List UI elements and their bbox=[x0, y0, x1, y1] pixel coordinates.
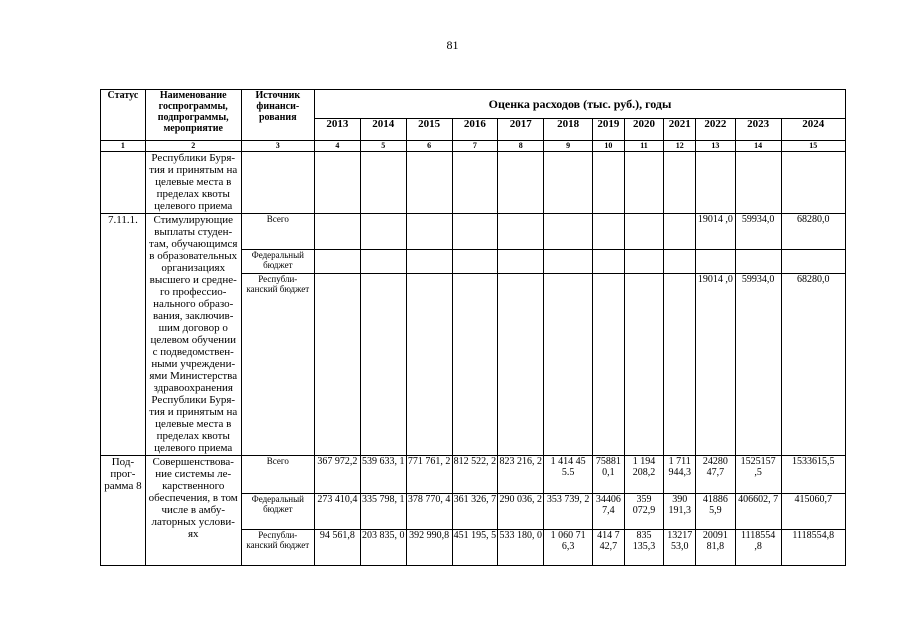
value-cell: 771 761, 2 bbox=[406, 456, 452, 494]
value-cell: 41886 5,9 bbox=[695, 494, 735, 530]
column-number: 14 bbox=[735, 141, 781, 152]
budget-table bbox=[100, 89, 846, 566]
value-cell: 59934,0 bbox=[735, 274, 781, 456]
value-cell bbox=[544, 274, 593, 456]
value-cell bbox=[452, 250, 498, 274]
value-cell bbox=[406, 274, 452, 456]
value-cell: 359 072,9 bbox=[624, 494, 664, 530]
value-cell: 59934,0 bbox=[735, 214, 781, 250]
value-cell bbox=[735, 250, 781, 274]
column-number: 8 bbox=[498, 141, 544, 152]
value-cell: 1 711 944,3 bbox=[664, 456, 696, 494]
value-cell bbox=[498, 250, 544, 274]
source-cell: Всего bbox=[241, 214, 314, 250]
year-cell: 2016 bbox=[452, 119, 498, 141]
value-cell: 34406 7,4 bbox=[593, 494, 625, 530]
value-cell bbox=[624, 274, 664, 456]
name-cell: Совершенствова- ние системы ле- карственного обеспечения, в том числе в амбу- латорных услови- ях bbox=[145, 456, 241, 566]
value-cell: 414 7 42,7 bbox=[593, 530, 625, 566]
name-cell: Стимулирующие выплаты студен- там, обучающимся в образовательных организациях высшего и средне- го профессио- нального образо- вания, заключив- шим договор о целевом обучении с подведомствен- ными учреждени- ями Министерства здравоохранения Республики Буря- тия и принятым на целевые места в пределах квоты целевого приема bbox=[145, 214, 241, 456]
value-cell bbox=[314, 214, 360, 250]
value-cell: 406602, 7 bbox=[735, 494, 781, 530]
value-cell: 20091 81,8 bbox=[695, 530, 735, 566]
source-cell: Федеральный бюджет bbox=[241, 494, 314, 530]
value-cell: 1118554,8 bbox=[781, 530, 845, 566]
column-number: 7 bbox=[452, 141, 498, 152]
value-cell: 203 835, 0 bbox=[360, 530, 406, 566]
value-cell bbox=[452, 214, 498, 250]
value-cell: 367 972,2 bbox=[314, 456, 360, 494]
year-cell: 2021 bbox=[664, 119, 696, 141]
value-cell bbox=[664, 250, 696, 274]
source-cell: Республи- канский бюджет bbox=[241, 530, 314, 566]
year-cell: 2023 bbox=[735, 119, 781, 141]
source-cell bbox=[241, 152, 314, 214]
year-cell: 2022 bbox=[695, 119, 735, 141]
status-cell bbox=[101, 152, 146, 214]
year-cell: 2020 bbox=[624, 119, 664, 141]
value-cell bbox=[360, 214, 406, 250]
value-cell: 353 739, 2 bbox=[544, 494, 593, 530]
value-cell: 335 798, 1 bbox=[360, 494, 406, 530]
value-cell bbox=[406, 250, 452, 274]
value-cell bbox=[593, 250, 625, 274]
header-status: Статус bbox=[101, 90, 146, 141]
value-cell: 451 195, 5 bbox=[452, 530, 498, 566]
value-cell bbox=[406, 152, 452, 214]
value-cell bbox=[624, 152, 664, 214]
value-cell: 273 410,4 bbox=[314, 494, 360, 530]
value-cell bbox=[360, 274, 406, 456]
column-numbers-row bbox=[101, 141, 846, 152]
value-cell: 539 633, 1 bbox=[360, 456, 406, 494]
value-cell bbox=[781, 250, 845, 274]
name-cell: Республики Буря- тия и принятым на целевые места в пределах квоты целевого приема bbox=[145, 152, 241, 214]
header-source: Источник финанси- рования bbox=[241, 90, 314, 141]
status-cell: 7.11.1. bbox=[101, 214, 146, 456]
header-row bbox=[101, 90, 846, 119]
value-cell: 1 194 208,2 bbox=[624, 456, 664, 494]
value-cell bbox=[544, 214, 593, 250]
column-number: 9 bbox=[544, 141, 593, 152]
value-cell bbox=[664, 214, 696, 250]
value-cell bbox=[314, 250, 360, 274]
value-cell: 68280,0 bbox=[781, 274, 845, 456]
value-cell: 24280 47,7 bbox=[695, 456, 735, 494]
header-name: Наименование госпрограммы, подпрограммы, мероприятие bbox=[145, 90, 241, 141]
value-cell bbox=[593, 274, 625, 456]
column-number: 15 bbox=[781, 141, 845, 152]
value-cell: 1118554 ,8 bbox=[735, 530, 781, 566]
year-cell: 2014 bbox=[360, 119, 406, 141]
value-cell bbox=[664, 274, 696, 456]
value-cell: 1 060 71 6,3 bbox=[544, 530, 593, 566]
value-cell: 835 135,3 bbox=[624, 530, 664, 566]
table-row bbox=[101, 214, 846, 250]
column-number: 1 bbox=[101, 141, 146, 152]
year-cell: 2017 bbox=[498, 119, 544, 141]
value-cell bbox=[406, 214, 452, 250]
value-cell: 378 770, 4 bbox=[406, 494, 452, 530]
header-expenses: Оценка расходов (тыс. руб.), годы bbox=[314, 90, 845, 119]
value-cell: 415060,7 bbox=[781, 494, 845, 530]
source-cell: Республи- канский бюджет bbox=[241, 274, 314, 456]
value-cell bbox=[360, 152, 406, 214]
value-cell bbox=[452, 152, 498, 214]
value-cell: 823 216, 2 bbox=[498, 456, 544, 494]
column-number: 10 bbox=[593, 141, 625, 152]
column-number: 5 bbox=[360, 141, 406, 152]
value-cell: 1 414 45 5.5 bbox=[544, 456, 593, 494]
value-cell: 19014 ,0 bbox=[695, 274, 735, 456]
value-cell bbox=[624, 214, 664, 250]
value-cell: 361 326, 7 bbox=[452, 494, 498, 530]
value-cell: 1533615,5 bbox=[781, 456, 845, 494]
value-cell bbox=[314, 152, 360, 214]
value-cell: 390 191,3 bbox=[664, 494, 696, 530]
column-number: 11 bbox=[624, 141, 664, 152]
year-cell: 2018 bbox=[544, 119, 593, 141]
year-cell: 2024 bbox=[781, 119, 845, 141]
value-cell: 68280,0 bbox=[781, 214, 845, 250]
status-cell: Под- прог- рамма 8 bbox=[101, 456, 146, 566]
source-cell: Всего bbox=[241, 456, 314, 494]
value-cell: 13217 53,0 bbox=[664, 530, 696, 566]
value-cell bbox=[695, 250, 735, 274]
year-cell: 2019 bbox=[593, 119, 625, 141]
value-cell bbox=[544, 152, 593, 214]
value-cell bbox=[593, 214, 625, 250]
value-cell: 290 036, 2 bbox=[498, 494, 544, 530]
value-cell: 392 990,8 bbox=[406, 530, 452, 566]
value-cell bbox=[452, 274, 498, 456]
value-cell: 1525157 ,5 bbox=[735, 456, 781, 494]
value-cell: 75881 0,1 bbox=[593, 456, 625, 494]
value-cell: 812 522, 2 bbox=[452, 456, 498, 494]
value-cell: 19014 ,0 bbox=[695, 214, 735, 250]
value-cell bbox=[314, 274, 360, 456]
value-cell bbox=[498, 214, 544, 250]
page-number: 81 bbox=[446, 38, 459, 52]
value-cell bbox=[593, 152, 625, 214]
year-cell: 2013 bbox=[314, 119, 360, 141]
value-cell bbox=[498, 274, 544, 456]
column-number: 12 bbox=[664, 141, 696, 152]
value-cell bbox=[544, 250, 593, 274]
column-number: 2 bbox=[145, 141, 241, 152]
value-cell bbox=[360, 250, 406, 274]
value-cell bbox=[624, 250, 664, 274]
value-cell: 533 180, 0 bbox=[498, 530, 544, 566]
value-cell: 94 561,8 bbox=[314, 530, 360, 566]
source-cell: Федеральный бюджет bbox=[241, 250, 314, 274]
value-cell bbox=[664, 152, 696, 214]
column-number: 6 bbox=[406, 141, 452, 152]
table-row-continuation bbox=[101, 152, 846, 214]
value-cell bbox=[735, 152, 781, 214]
value-cell bbox=[781, 152, 845, 214]
table-row bbox=[101, 456, 846, 494]
column-number: 4 bbox=[314, 141, 360, 152]
column-number: 13 bbox=[695, 141, 735, 152]
value-cell bbox=[498, 152, 544, 214]
value-cell bbox=[695, 152, 735, 214]
column-number: 3 bbox=[241, 141, 314, 152]
year-cell: 2015 bbox=[406, 119, 452, 141]
